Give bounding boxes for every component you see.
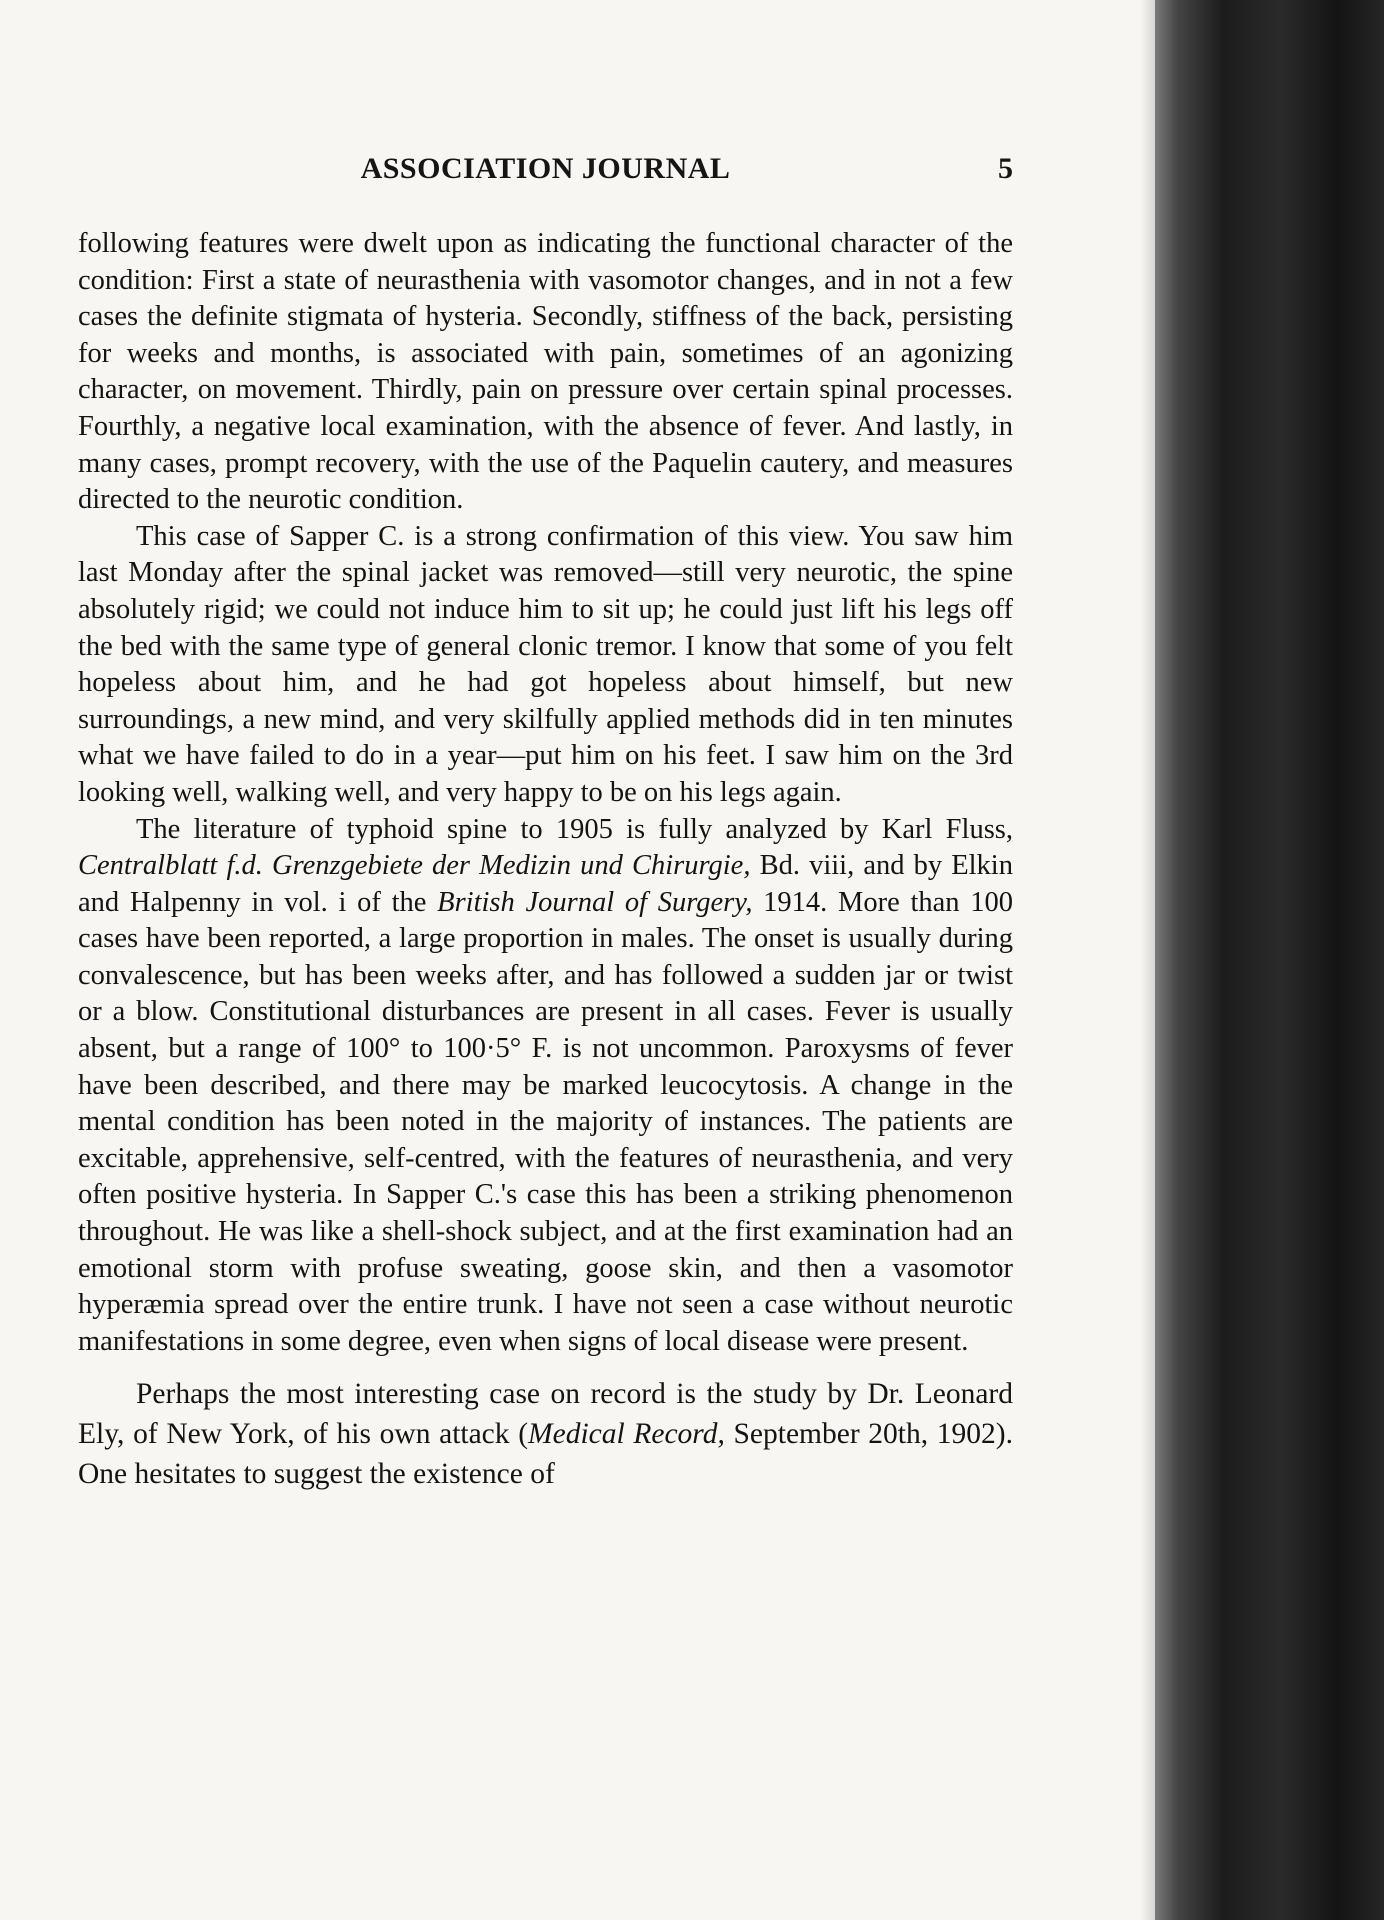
citation-centralblatt: Centralblatt f.d. Grenzgebiete der Medizin und Chirurgie,	[78, 850, 751, 882]
paragraph-4	[78, 1374, 1013, 1494]
journal-title: ASSOCIATION JOURNAL	[360, 152, 731, 185]
paragraph-2: This case of Sapper C. is a strong confirmation of this view. You saw him last Monday after the spinal jacket was removed—still very neurotic, the spine absolutely rigid; we could not induce him to sit up; he could just lift his legs off the bed with the same type of general clonic tremor. I know that some of you felt hopeless about him, and he had got hopeless about himself, but new surroundings, a new mind, and very skilfully applied methods did in ten minutes what we have failed to do in a year—put him on his feet. I saw him on the 3rd looking well, walking well, and very happy to be on his legs again.	[78, 520, 1013, 808]
citation-british-journal-of-surgery: British Journal of Surgery,	[437, 886, 753, 918]
paragraph-3-text-a: The literature of typhoid spine to 1905 is fully analyzed by Karl Fluss,	[136, 813, 1013, 845]
paragraph-4-text-a: Perhaps the most interesting case on record is the study by Dr. Leonard Ely, of New York, of his own attack (	[78, 1378, 1013, 1451]
paragraph-3-text-c: 1914. More than 100 cases have been reported, a large proportion in males. The onset is usually during convalescence, but has been weeks after, and has followed a sudden jar or twist or a blow. Constitutional disturbances are present in all cases. Fever is usually absent, but a range of 100° to 100·5° F. is not uncommon. Paroxysms of fever have been described, and there may be marked leucocytosis. A change in the mental condition has been noted in the majority of instances. The patients are excitable, apprehensive, self-centred, with the features of neurasthenia, and very often positive hysteria. In Sapper C.'s case this has been a striking phenomenon throughout. He was like a shell-shock subject, and at the first examination had an emotional storm with profuse sweating, goose skin, and then a vasomotor hyperæmia spread over the entire trunk. I have not seen a case without neurotic manifestations in some degree, even when signs of local disease were present.	[78, 886, 1013, 1357]
paragraph-4-text-b: September 20th, 1902). One hesitates to suggest the existence of	[78, 1418, 1013, 1491]
citation-medical-record: Medical Record,	[528, 1418, 725, 1451]
paragraph-3	[78, 812, 1013, 1361]
book-spine-background	[1155, 0, 1384, 1920]
paragraph-3-text-b: Bd. viii, and by Elkin and Halpenny in vol. i of the	[78, 850, 1013, 918]
paragraph-1: following features were dwelt upon as indicating the functional character of the condition: First a state of neurasthenia with vasomotor changes, and in not a few cases the definite stigmata of hysteria. Secondly, stiffness of the back, persisting for weeks and months, is associated with pain, sometimes of an agonizing character, on movement. Thirdly, pain on pressure over certain spinal processes. Fourthly, a negative local examination, with the absence of fever. And lastly, in many cases, prompt recovery, with the use of the Paquelin cautery, and measures directed to the neurotic condition.	[78, 228, 1013, 516]
body-text	[78, 226, 1013, 1494]
page-number: 5	[998, 152, 1013, 185]
running-head	[78, 152, 1013, 202]
